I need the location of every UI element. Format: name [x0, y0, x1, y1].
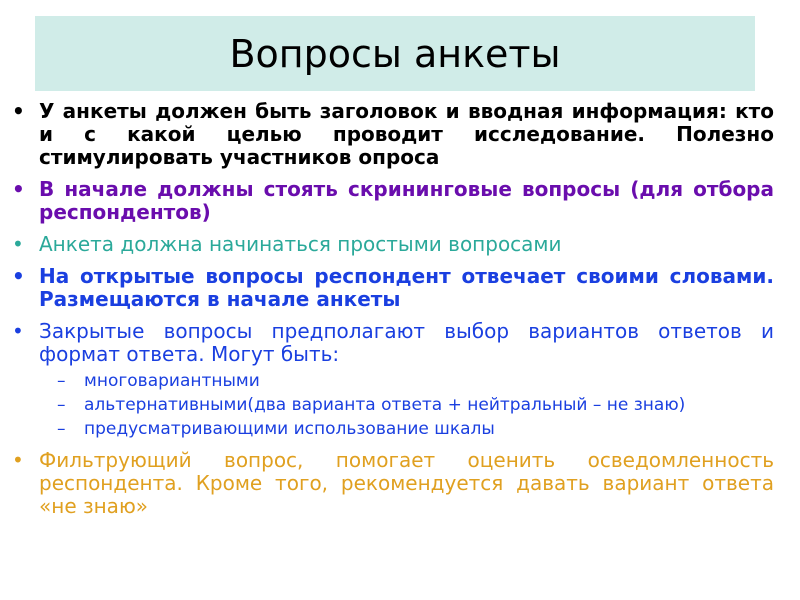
bullet-icon: • — [12, 319, 24, 343]
bullet-item — [12, 449, 774, 518]
bullet-text: В начале должны стоять скрининговые вопросы (для отбора респондентов) — [39, 177, 774, 224]
sub-list — [39, 370, 774, 440]
dash-icon: – — [57, 395, 66, 415]
sub-item — [39, 418, 774, 440]
dash-icon: – — [57, 371, 66, 391]
bullet-item — [12, 320, 774, 440]
bullet-icon: • — [12, 448, 24, 472]
bullet-item — [12, 265, 774, 311]
bullet-icon: • — [12, 264, 25, 288]
sub-item-text: многовариантными — [84, 371, 260, 391]
dash-icon: – — [57, 419, 66, 439]
sub-item — [39, 394, 774, 416]
sub-item-text: альтернативными(два варианта ответа + нейтральный – не знаю) — [84, 395, 686, 415]
bullet-icon: • — [12, 177, 25, 201]
bullet-icon: • — [12, 232, 24, 256]
bullet-text: Фильтрующий вопрос, помогает оценить осведомленность респондента. Кроме того, рекомендуется давать вариант ответа «не знаю» — [39, 448, 774, 518]
slide-title: Вопросы анкеты — [229, 31, 561, 76]
sub-item — [39, 370, 774, 392]
title-box — [35, 16, 755, 91]
bullet-text: У анкеты должен быть заголовок и вводная информация: кто и с какой целью проводит исследование. Полезно стимулировать участников опроса — [39, 99, 774, 169]
bullet-text: Закрытые вопросы предполагают выбор вариантов ответов и формат ответа. Могут быть: — [39, 319, 774, 366]
bullet-item — [12, 100, 774, 169]
bullet-item — [12, 178, 774, 224]
bullet-text: На открытые вопросы респондент отвечает своими словами. Размещаются в начале анкеты — [39, 264, 774, 311]
bullet-icon: • — [12, 99, 25, 123]
bullet-item — [12, 233, 774, 256]
sub-item-text: предусматривающими использование шкалы — [84, 419, 495, 439]
bullet-list — [12, 100, 774, 518]
bullet-text: Анкета должна начинаться простыми вопросами — [39, 232, 562, 256]
